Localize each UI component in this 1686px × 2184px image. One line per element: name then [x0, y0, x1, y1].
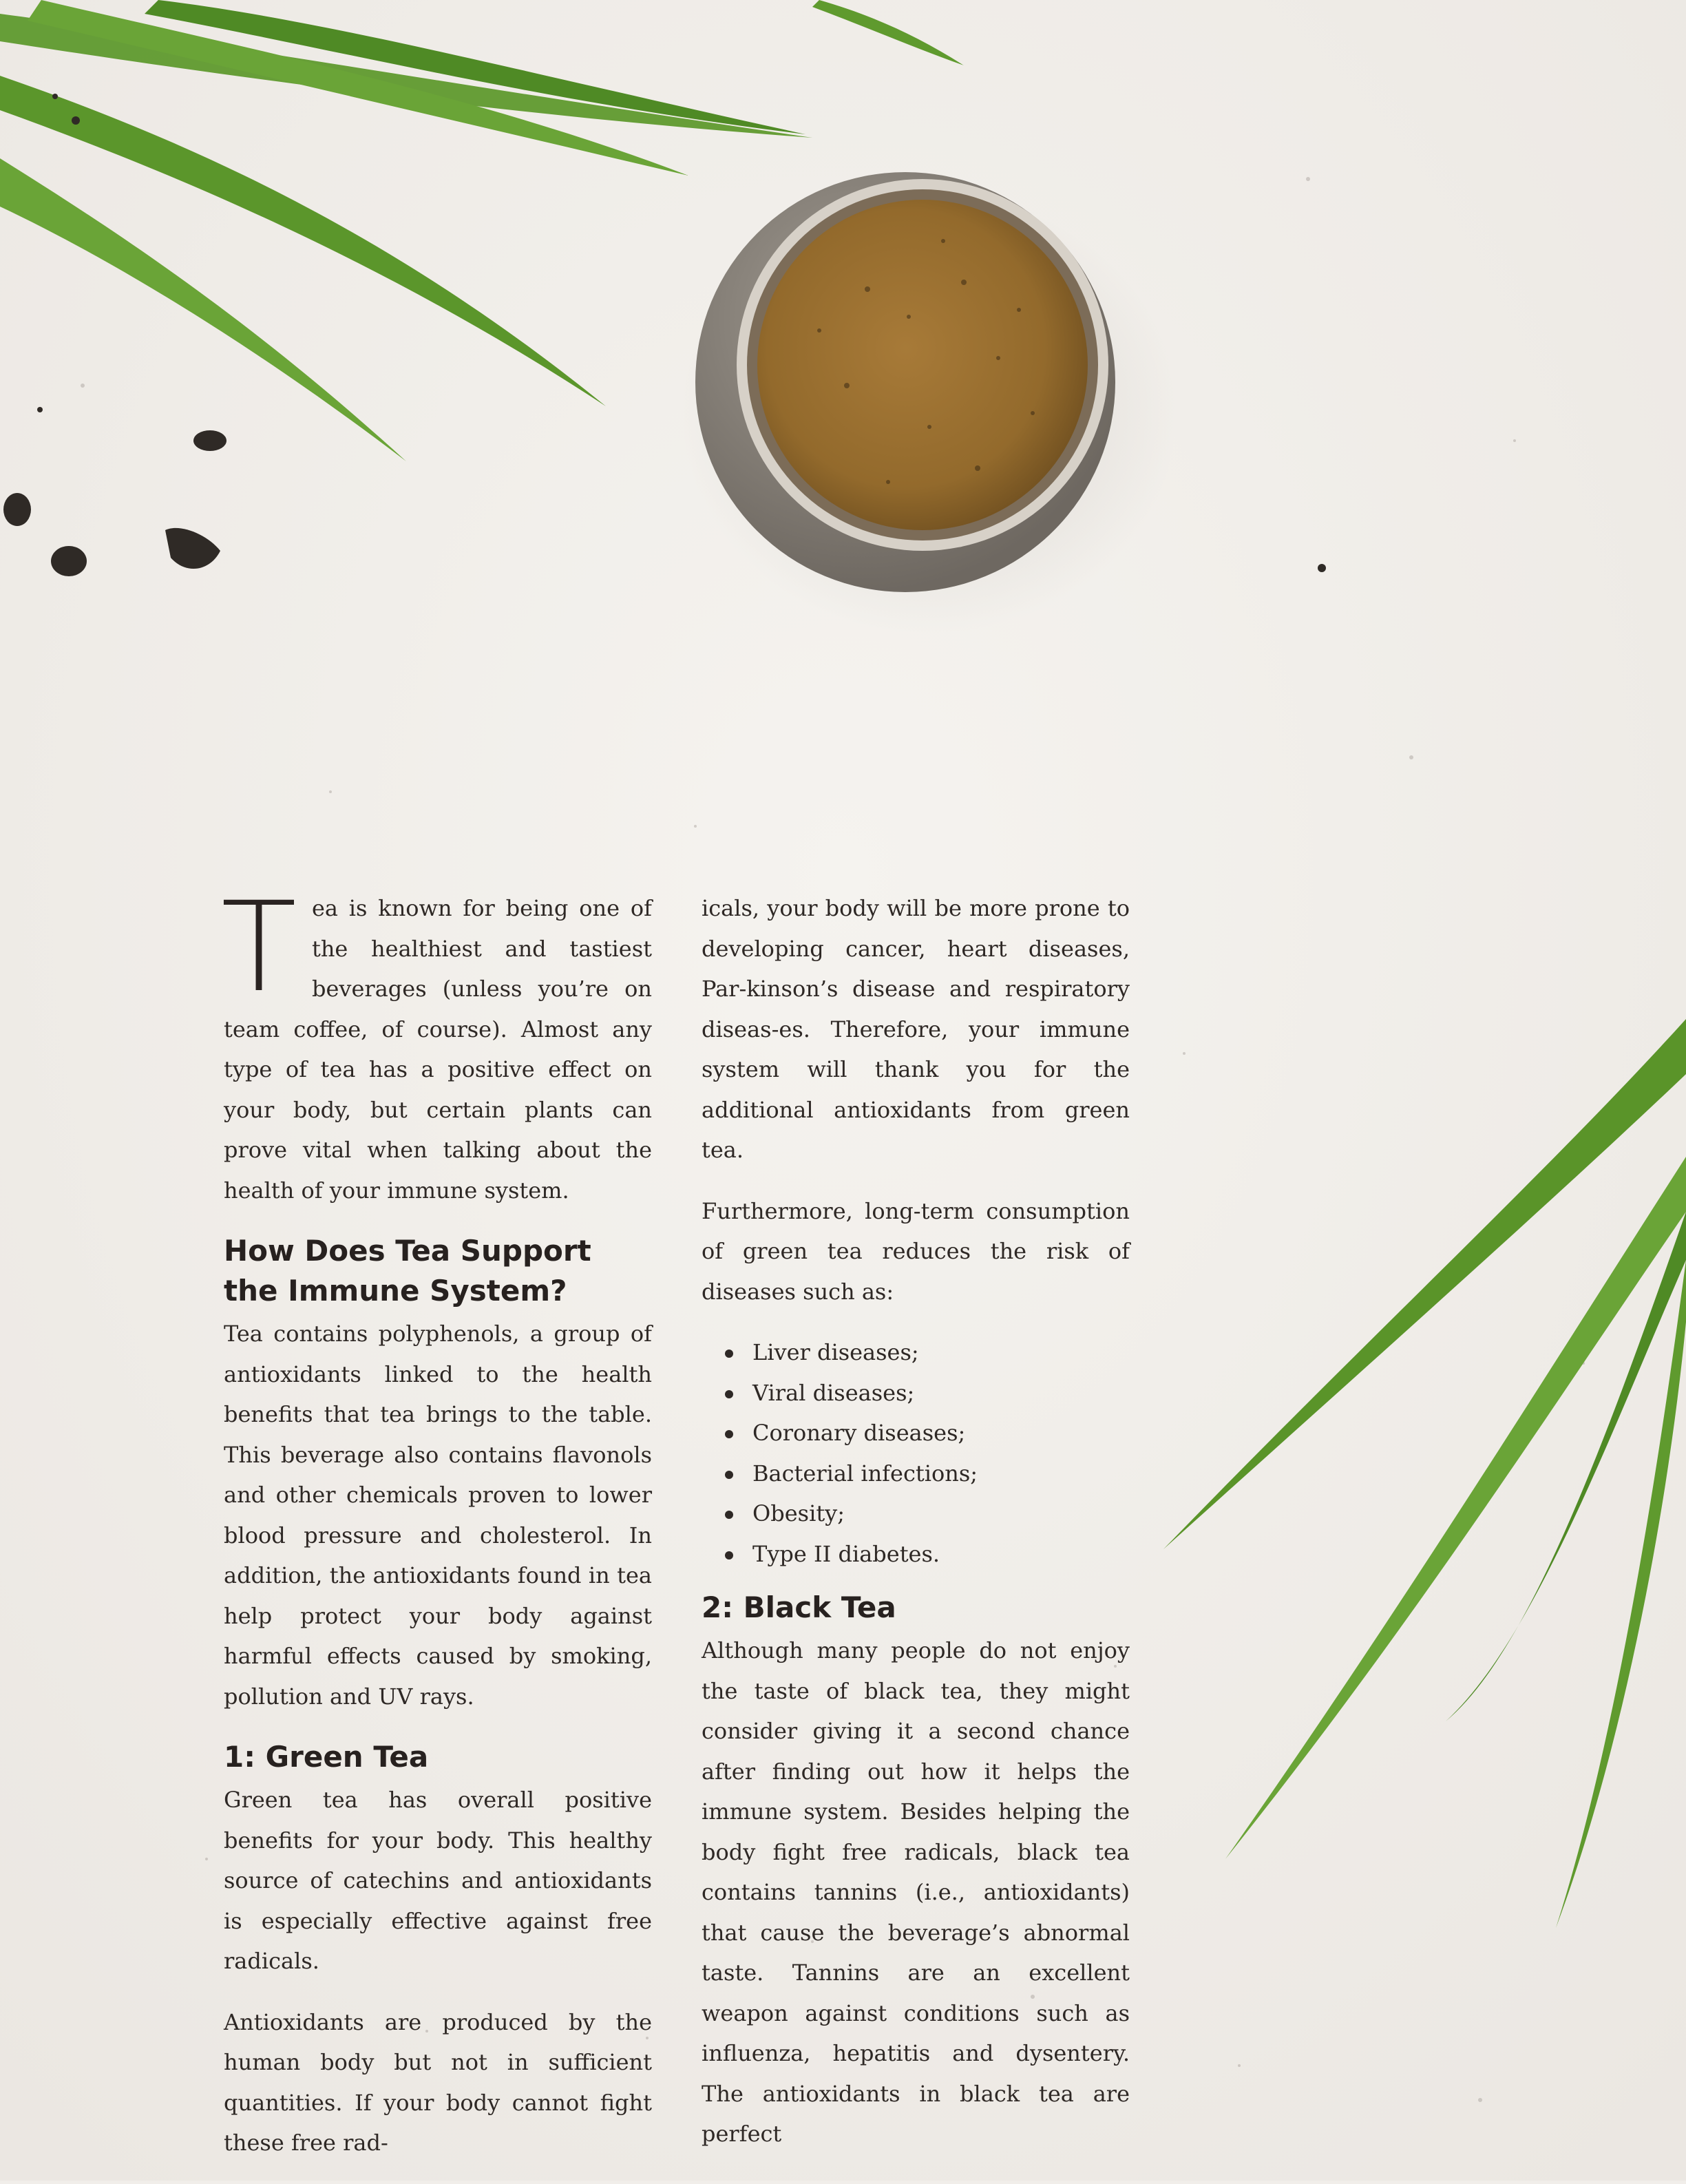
list-item: [702, 1332, 1130, 1373]
bullet-icon: [725, 1551, 733, 1560]
heading-immune-system: How Does Tea Support the Immune System?: [224, 1234, 591, 1308]
intro-text: ea is known for being one of the healthiest and tastiest beverages (unless you’re on team coffee, of course). Almost any type of tea has a positive effect on your body, but certain plants can prove vital when talking about the health of your immune system.: [224, 895, 652, 1204]
paragraph-black-tea: Although many people do not enjoy the taste of black tea, they might consider giving it a second chance after finding out how it helps the immune system. Besides helping the body fight free radicals, black tea contains tannins (i.e., antioxidants) that cause the beverage’s abnormal taste. Tannins are an excellent weapon against conditions such as influenza, hepatitis and dysentery. The antioxidants in black tea are perfect: [702, 1637, 1130, 2147]
article-body: [221, 876, 1130, 2184]
paragraph-green-tea-1: Green tea has overall positive benefits for your body. This healthy source of catechins and antioxidants is especially effective against free radicals.: [224, 1787, 652, 1974]
paragraph-green-tea-continued: icals, your body will be more prone to developing cancer, heart diseases, Par-kinson’s disease and respiratory diseas-es. Therefore, your immune system will thank you for the additional antioxidants from green tea.: [702, 895, 1130, 1163]
bullet-icon: [725, 1471, 733, 1479]
right-column: [702, 888, 1130, 2184]
list-item: [702, 1373, 1130, 1414]
bullet-icon: [725, 1390, 733, 1398]
bullet-icon: [725, 1350, 733, 1358]
paragraph-green-tea-3: Furthermore, long-term consumption of green tea reduces the risk of diseases such as:: [702, 1197, 1130, 1305]
list-item-text: Viral diseases;: [752, 1379, 915, 1406]
bullet-icon: [725, 1430, 733, 1438]
heading-green-tea: 1: Green Tea: [224, 1740, 429, 1774]
list-item: [702, 1493, 1130, 1534]
disease-list: [702, 1332, 1130, 1574]
list-item: [702, 1453, 1130, 1494]
list-item-text: Coronary diseases;: [752, 1420, 966, 1446]
drop-cap: T: [221, 876, 297, 1020]
intro-paragraph: [221, 876, 652, 1210]
paragraph-green-tea-2: Antioxidants are produced by the human body but not in sufficient quantities. If your body cannot fight these free rad-: [224, 2008, 652, 2156]
heading-black-tea: 2: Black Tea: [702, 1590, 896, 1624]
list-item-text: Bacterial infections;: [752, 1460, 978, 1487]
left-column: [221, 876, 652, 2184]
list-item-text: Type II diabetes.: [752, 1540, 940, 1567]
bullet-icon: [725, 1511, 733, 1519]
paragraph-immune-system: Tea contains polyphenols, a group of antioxidants linked to the health benefits that tea brings to the table. This beverage also contains flavonols and other chemicals proven to lower blood pressure and cholesterol. In addition, the antioxidants found in tea help protect your body against harmful effects caused by smoking, pollution and UV rays.: [224, 1321, 652, 1710]
list-item: [702, 1413, 1130, 1453]
list-item: [702, 1534, 1130, 1575]
list-item-text: Liver diseases;: [752, 1339, 919, 1365]
list-item-text: Obesity;: [752, 1500, 845, 1526]
